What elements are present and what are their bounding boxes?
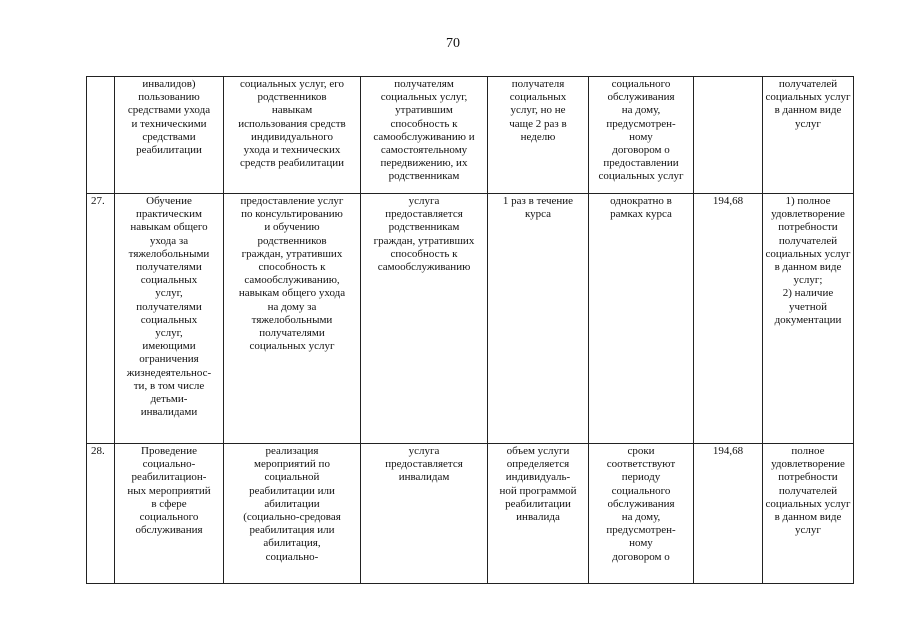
row-number bbox=[87, 77, 115, 194]
service-conditions: получателям социальных услуг, утратившим способность к самообслуживанию и самостоятельному передвижению, их родственникам bbox=[361, 77, 488, 194]
row-number: 27. bbox=[87, 194, 115, 444]
service-term: однократно в рамках курса bbox=[589, 194, 694, 444]
table-row bbox=[87, 444, 854, 584]
table-row bbox=[87, 77, 854, 194]
page-number: 70 bbox=[446, 36, 460, 51]
service-description: социальных услуг, его родственников навыкам использования средств индивидуального ухода и технических средств реабилитации bbox=[224, 77, 361, 194]
service-quality: полное удовлетворение потребности получателей социальных услуг в данном виде услуг bbox=[763, 444, 854, 584]
service-description: реализация мероприятий по социальной реабилитации или абилитации (социально-средовая реабилитация или абилитация, социально- bbox=[224, 444, 361, 584]
service-quality: получателей социальных услуг в данном виде услуг bbox=[763, 77, 854, 194]
services-table bbox=[86, 76, 854, 584]
service-volume: получателя социальных услуг, но не чаще 2 раз в неделю bbox=[488, 77, 589, 194]
table-row bbox=[87, 194, 854, 444]
service-volume: объем услуги определяется индивидуаль- ной программой реабилитации инвалида bbox=[488, 444, 589, 584]
service-tariff: 194,68 bbox=[694, 194, 763, 444]
service-conditions: услуга предоставляется инвалидам bbox=[361, 444, 488, 584]
service-term: социального обслуживания на дому, предусмотрен- ному договором о предоставлении социальных услуг bbox=[589, 77, 694, 194]
service-term: сроки соответствуют периоду социального обслуживания на дому, предусмотрен- ному договором о bbox=[589, 444, 694, 584]
service-volume: 1 раз в течение курса bbox=[488, 194, 589, 444]
service-name: инвалидов) пользованию средствами ухода и техническими средствами реабилитации bbox=[115, 77, 224, 194]
service-description: предоставление услуг по консультированию и обучению родственников граждан, утративших способность к самообслуживанию, навыкам общего ухода на дому за тяжелобольными получателями социальных услуг bbox=[224, 194, 361, 444]
service-name: Обучение практическим навыкам общего ухода за тяжелобольными получателями социальных услуг, получателями социальных услуг, имеющими ограничения жизнедеятельнос- ти, в том числе детьми- инвалидами bbox=[115, 194, 224, 444]
row-number: 28. bbox=[87, 444, 115, 584]
service-quality: 1) полное удовлетворение потребности получателей социальных услуг в данном виде услуг; 2) наличие учетной документации bbox=[763, 194, 854, 444]
service-conditions: услуга предоставляется родственникам граждан, утративших способность к самообслуживанию bbox=[361, 194, 488, 444]
service-tariff: 194,68 bbox=[694, 444, 763, 584]
service-tariff bbox=[694, 77, 763, 194]
service-name: Проведение социально- реабилитацион- ных мероприятий в сфере социального обслуживания bbox=[115, 444, 224, 584]
